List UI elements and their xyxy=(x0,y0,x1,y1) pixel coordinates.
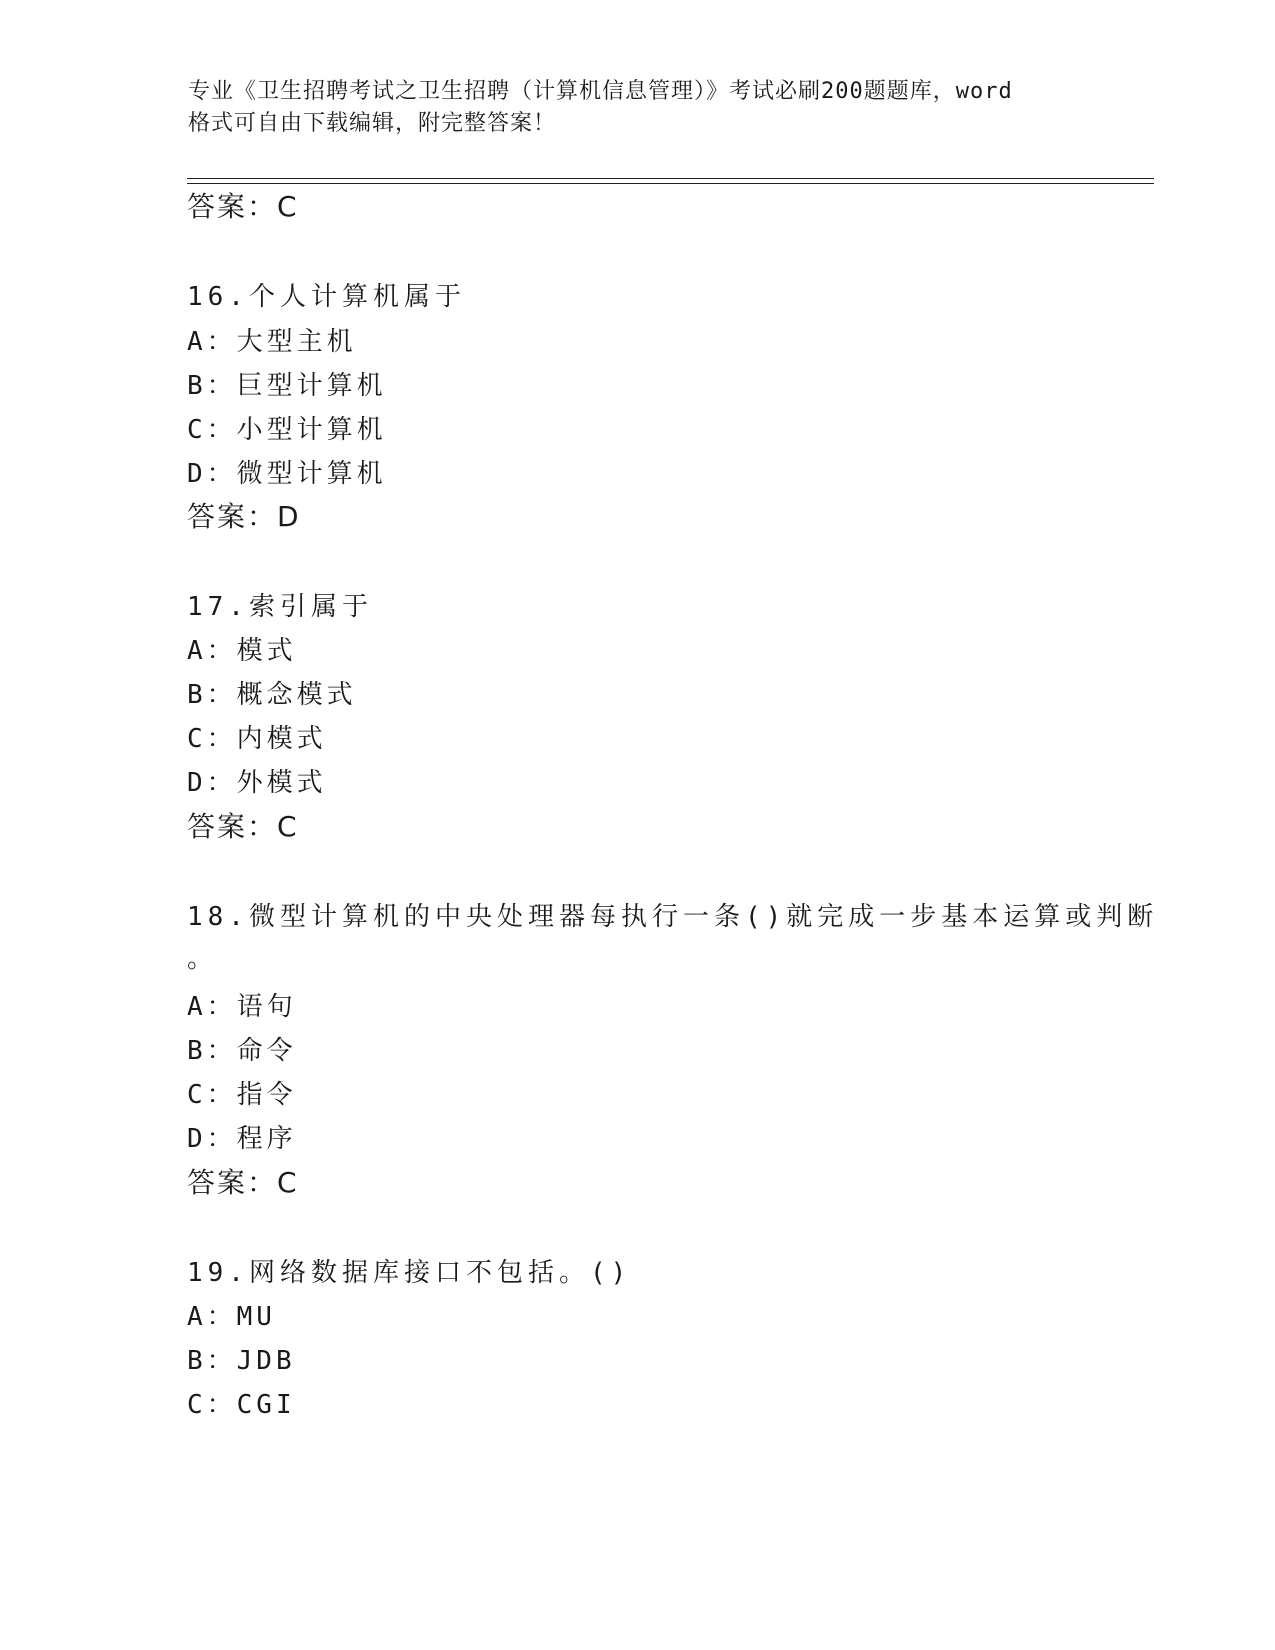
answer-line: 答案：C xyxy=(187,190,299,223)
option-a: A：大型主机 xyxy=(187,327,357,357)
option-d: D：程序 xyxy=(187,1124,297,1154)
header-line-1: 专业《卫生招聘考试之卫生招聘（计算机信息管理）》考试必刷200题题库，word xyxy=(188,79,1013,104)
question-title: 18.微型计算机的中央处理器每执行一条()就完成一步基本运算或判断 xyxy=(187,902,1159,932)
option-c: C：小型计算机 xyxy=(187,415,387,445)
option-b: B：概念模式 xyxy=(187,680,357,710)
option-b: B：命令 xyxy=(187,1036,297,1066)
question-title: 17.索引属于 xyxy=(187,592,373,622)
option-b: B：巨型计算机 xyxy=(187,371,387,401)
header-rule-bottom xyxy=(187,183,1154,184)
option-a: A：语句 xyxy=(187,992,297,1022)
option-a: A：MU xyxy=(187,1302,276,1332)
header-line-2: 格式可自由下载编辑，附完整答案！ xyxy=(188,111,557,136)
answer-line: 答案：C xyxy=(187,1166,299,1199)
option-d: D：微型计算机 xyxy=(187,459,387,489)
option-d: D：外模式 xyxy=(187,768,327,798)
header-rule-top xyxy=(187,178,1154,179)
question-title: 16.个人计算机属于 xyxy=(187,282,466,312)
option-c: C：内模式 xyxy=(187,724,327,754)
answer-line: 答案：C xyxy=(187,810,299,843)
option-c: C：CGI xyxy=(187,1390,296,1420)
question-title: 19.网络数据库接口不包括。() xyxy=(187,1258,632,1288)
option-c: C：指令 xyxy=(187,1080,297,1110)
question-title-continuation: 。 xyxy=(187,944,218,974)
option-b: B：JDB xyxy=(187,1346,296,1376)
document-header xyxy=(188,76,1088,140)
answer-line: 答案：D xyxy=(187,500,301,533)
option-a: A：模式 xyxy=(187,636,297,666)
